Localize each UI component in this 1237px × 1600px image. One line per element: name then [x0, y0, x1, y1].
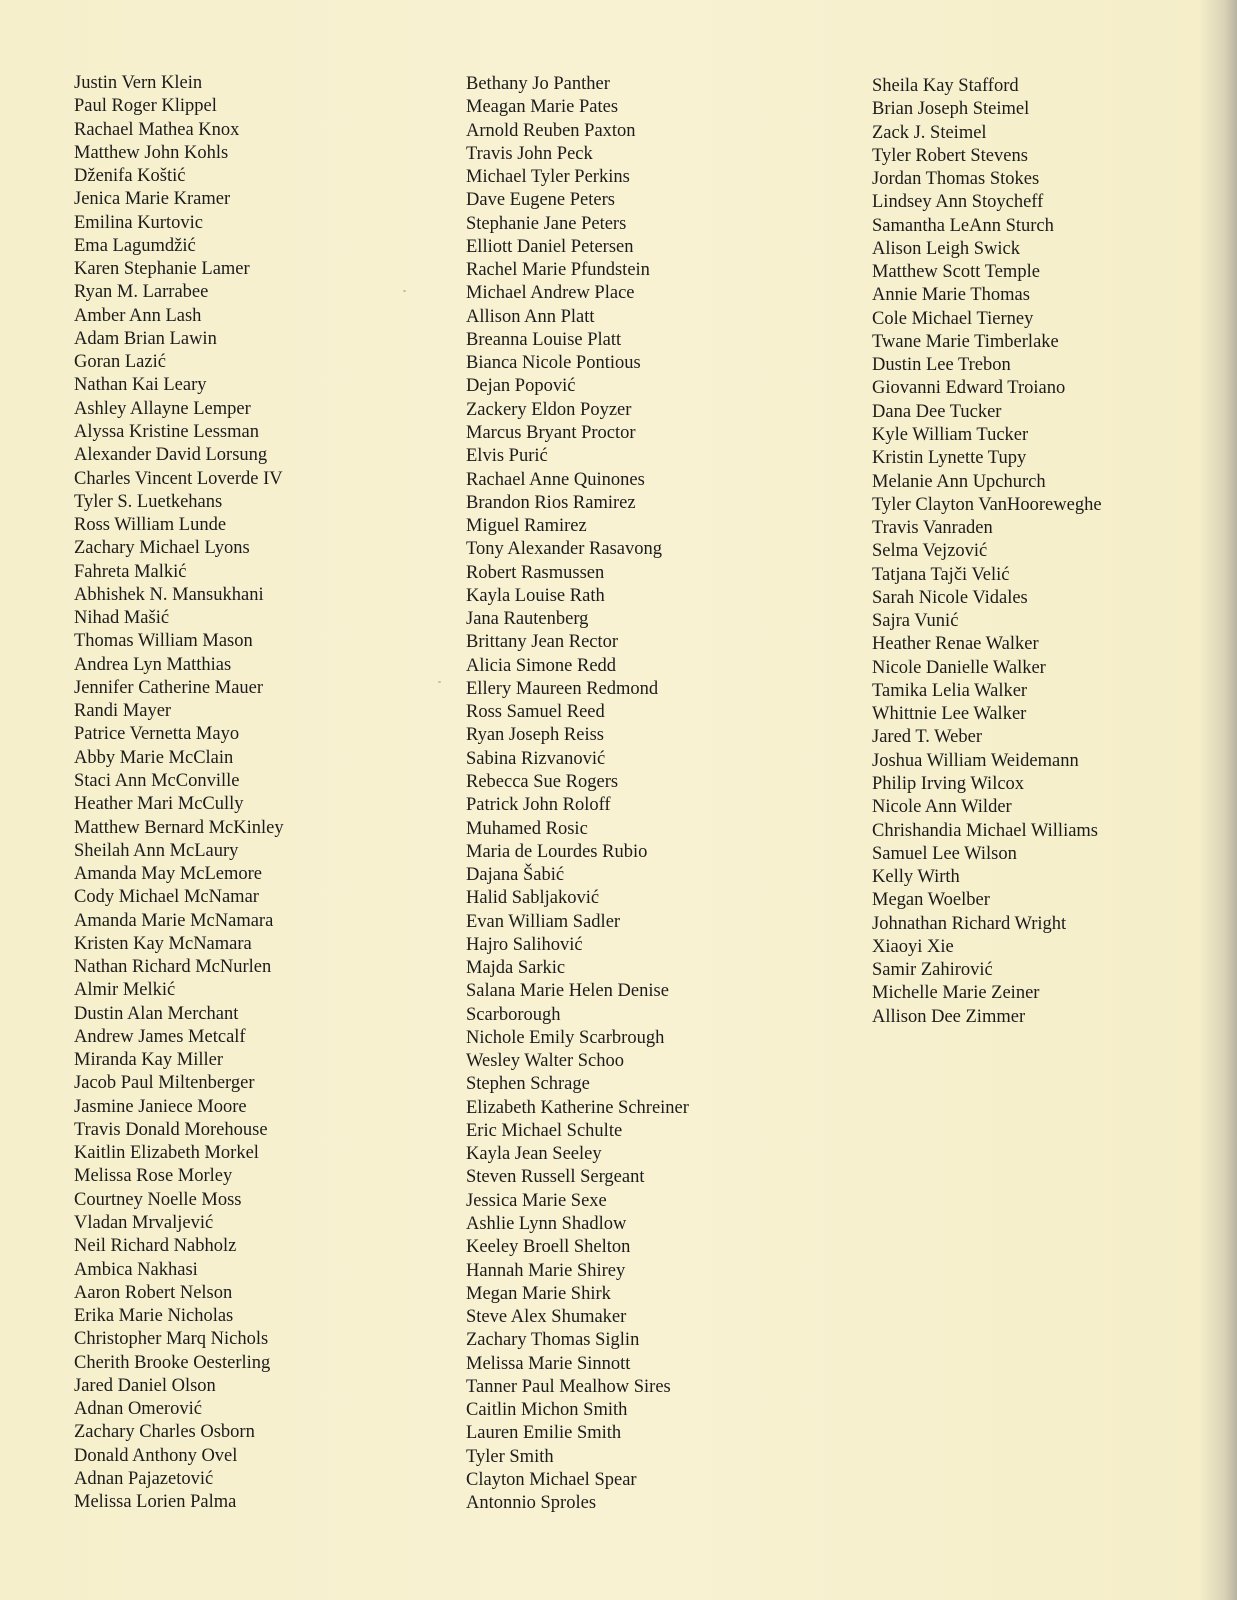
- graduate-name: Stephanie Jane Peters: [466, 213, 627, 234]
- graduate-name: Dejan Popović: [466, 376, 576, 397]
- graduate-name: Matthew Scott Temple: [872, 262, 1040, 283]
- graduate-name: Bianca Nicole Pontious: [466, 353, 641, 374]
- graduate-name: Aaron Robert Nelson: [74, 1282, 233, 1303]
- name-column-1: [74, 72, 284, 1514]
- graduate-name: Sheilah Ann McLaury: [74, 840, 239, 861]
- graduate-name: Ryan M. Larrabee: [74, 282, 209, 303]
- paper-speck: [403, 290, 406, 292]
- graduate-name: Jared T. Weber: [872, 727, 982, 748]
- graduate-name: Elvis Purić: [466, 446, 548, 467]
- graduate-name: Travis John Peck: [466, 143, 593, 164]
- graduate-name: Caitlin Michon Smith: [466, 1400, 628, 1421]
- graduate-name: Scarborough: [466, 1004, 561, 1025]
- graduate-name: Joshua William Weidemann: [872, 750, 1079, 771]
- graduate-name: Rachael Mathea Knox: [74, 119, 240, 140]
- graduate-name: Rachel Marie Pfundstein: [466, 260, 650, 281]
- graduate-name: Neil Richard Nabholz: [74, 1236, 237, 1257]
- graduate-name: Staci Ann McConville: [74, 770, 240, 791]
- graduate-name: Ambica Nakhasi: [74, 1259, 198, 1280]
- graduate-name: Jessica Marie Sexe: [466, 1190, 607, 1211]
- graduate-name: Megan Marie Shirk: [466, 1283, 611, 1304]
- graduate-name: Kyle William Tucker: [872, 424, 1029, 445]
- graduate-name: Justin Vern Klein: [74, 73, 203, 93]
- graduate-name: Dustin Lee Trebon: [872, 355, 1011, 376]
- graduate-name: Thomas William Mason: [74, 631, 253, 652]
- graduate-name: Xiaoyi Xie: [872, 936, 954, 957]
- graduate-name: Matthew John Kohls: [74, 142, 229, 163]
- graduate-name: Michelle Marie Zeiner: [872, 983, 1040, 1004]
- graduate-name: Nicole Danielle Walker: [872, 657, 1046, 678]
- graduate-name: Emilina Kurtovic: [74, 212, 203, 233]
- graduate-name: Evan William Sadler: [466, 911, 621, 932]
- graduate-name: Sajra Vunić: [872, 611, 959, 632]
- graduate-name: Tony Alexander Rasavong: [466, 539, 662, 560]
- graduate-name: Adam Brian Lawin: [74, 328, 217, 349]
- graduate-name: Tyler Clayton VanHooreweghe: [872, 494, 1102, 515]
- graduate-name: Abhishek N. Mansukhani: [74, 584, 264, 605]
- graduate-name: Randi Mayer: [74, 701, 172, 722]
- graduate-name: Samir Zahirović: [872, 960, 993, 981]
- graduate-name: Miranda Kay Miller: [74, 1050, 223, 1071]
- graduate-name: Elliott Daniel Petersen: [466, 236, 634, 257]
- graduate-name: Amanda May McLemore: [74, 864, 263, 885]
- graduate-name: Melissa Rose Morley: [74, 1166, 233, 1187]
- graduate-name: Amber Ann Lash: [74, 305, 202, 326]
- graduate-name: Patrick John Roloff: [466, 795, 611, 816]
- graduate-name: Giovanni Edward Troiano: [872, 378, 1066, 399]
- graduate-name: Paul Roger Klippel: [74, 96, 217, 117]
- graduate-name: Halid Sabljaković: [466, 888, 600, 909]
- graduate-name: Majda Sarkic: [466, 958, 566, 979]
- graduate-name: Adnan Pajazetović: [74, 1468, 214, 1489]
- graduate-name: Johnathan Richard Wright: [872, 913, 1067, 934]
- graduate-name: Tatjana Tajči Velić: [872, 564, 1010, 585]
- graduate-name: Donald Anthony Ovel: [74, 1445, 238, 1466]
- graduate-name: Cherith Brooke Oesterling: [74, 1352, 271, 1373]
- graduate-name: Sarah Nicole Vidales: [872, 587, 1028, 608]
- graduate-name: Selma Vejzović: [872, 541, 988, 562]
- graduate-name: Matthew Bernard McKinley: [74, 817, 284, 838]
- name-column-3: [872, 75, 1102, 1029]
- graduate-name: Dana Dee Tucker: [872, 401, 1002, 422]
- graduate-name: Alison Leigh Swick: [872, 238, 1020, 259]
- graduate-name: Jacob Paul Miltenberger: [74, 1073, 255, 1094]
- graduate-name: Travis Vanraden: [872, 518, 993, 539]
- graduate-name: Jana Rautenberg: [466, 609, 589, 630]
- graduate-name: Dženifa Koštić: [74, 166, 186, 187]
- graduate-name: Samuel Lee Wilson: [872, 843, 1017, 864]
- graduate-name: Alexander David Lorsung: [74, 445, 268, 466]
- graduate-name: Hannah Marie Shirey: [466, 1260, 626, 1281]
- graduate-name: Philip Irving Wilcox: [872, 773, 1025, 794]
- graduate-name: Salana Marie Helen Denise: [466, 981, 669, 1002]
- graduate-name: Antonnio Sproles: [466, 1493, 597, 1514]
- graduate-name: Ryan Joseph Reiss: [466, 725, 605, 746]
- graduate-name: Cole Michael Tierney: [872, 308, 1034, 329]
- graduate-name: Maria de Lourdes Rubio: [466, 841, 648, 862]
- graduate-name: Cody Michael McNamar: [74, 887, 259, 908]
- graduate-name: Kayla Louise Rath: [466, 585, 605, 606]
- graduate-name: Ema Lagumdžić: [74, 235, 196, 256]
- graduate-name: Melissa Marie Sinnott: [466, 1353, 631, 1374]
- graduate-name: Erika Marie Nicholas: [74, 1306, 234, 1327]
- graduate-name: Goran Lazić: [74, 352, 166, 373]
- name-column-2: [466, 73, 689, 1515]
- graduate-name: Muhamed Rosic: [466, 818, 588, 839]
- graduate-name: Ashley Allayne Lemper: [74, 398, 251, 419]
- graduate-name: Lauren Emilie Smith: [466, 1423, 622, 1444]
- graduate-name: Twane Marie Timberlake: [872, 331, 1059, 352]
- graduate-name: Allison Ann Platt: [466, 306, 595, 327]
- graduate-name: Meagan Marie Pates: [466, 97, 619, 118]
- graduate-name: Breanna Louise Platt: [466, 329, 622, 350]
- graduate-name: Alyssa Kristine Lessman: [74, 421, 259, 442]
- graduate-name: Miguel Ramirez: [466, 516, 587, 537]
- graduate-name: Bethany Jo Panther: [466, 74, 610, 94]
- graduate-name: Whittnie Lee Walker: [872, 704, 1027, 725]
- graduate-name: Michael Andrew Place: [466, 283, 635, 304]
- graduate-name: Zack J. Steimel: [872, 122, 987, 143]
- graduate-name: Zachary Michael Lyons: [74, 538, 250, 559]
- graduate-name: Dajana Šabić: [466, 865, 565, 886]
- graduate-name: Nathan Richard McNurlen: [74, 957, 272, 978]
- graduate-name: Megan Woelber: [872, 890, 990, 911]
- graduate-name: Zackery Eldon Poyzer: [466, 399, 632, 420]
- graduate-name: Nichole Emily Scarbrough: [466, 1027, 665, 1048]
- graduate-name: Sheila Kay Stafford: [872, 76, 1019, 96]
- graduate-name: Marcus Bryant Proctor: [466, 422, 636, 443]
- graduate-name: Sabina Rizvanović: [466, 748, 606, 769]
- graduate-name: Allison Dee Zimmer: [872, 1006, 1026, 1027]
- graduate-name: Almir Melkić: [74, 980, 176, 1001]
- graduate-name: Melissa Lorien Palma: [74, 1492, 237, 1513]
- graduate-name: Abby Marie McClain: [74, 747, 234, 768]
- graduate-name: Fahreta Malkić: [74, 561, 187, 582]
- graduate-name: Zachary Thomas Siglin: [466, 1330, 640, 1351]
- graduate-name: Vladan Mrvaljević: [74, 1213, 214, 1234]
- graduate-name: Christopher Marq Nichols: [74, 1329, 269, 1350]
- graduate-name: Heather Renae Walker: [872, 634, 1039, 655]
- graduate-name: Eric Michael Schulte: [466, 1120, 623, 1141]
- graduate-name: Tyler S. Luetkehans: [74, 491, 223, 512]
- graduate-name: Arnold Reuben Paxton: [466, 120, 636, 141]
- graduate-name: Kristin Lynette Tupy: [872, 448, 1027, 469]
- graduate-name: Chrishandia Michael Williams: [872, 820, 1099, 841]
- graduate-name: Steve Alex Shumaker: [466, 1307, 627, 1328]
- graduate-name: Clayton Michael Spear: [466, 1469, 637, 1490]
- graduate-name: Kelly Wirth: [872, 867, 960, 888]
- graduate-name: Ellery Maureen Redmond: [466, 678, 659, 699]
- graduate-name: Brandon Rios Ramirez: [466, 492, 636, 513]
- graduate-name: Kaitlin Elizabeth Morkel: [74, 1143, 259, 1164]
- graduate-name: Melanie Ann Upchurch: [872, 471, 1046, 492]
- graduate-name: Amanda Marie McNamara: [74, 910, 274, 931]
- graduate-name: Nihad Mašić: [74, 608, 170, 629]
- graduate-name: Patrice Vernetta Mayo: [74, 724, 240, 745]
- graduate-name: Elizabeth Katherine Schreiner: [466, 1097, 689, 1118]
- graduate-name: Charles Vincent Loverde IV: [74, 468, 283, 489]
- graduate-name: Rachael Anne Quinones: [466, 469, 645, 490]
- graduate-name: Karen Stephanie Lamer: [74, 259, 250, 280]
- graduate-name: Annie Marie Thomas: [872, 285, 1030, 306]
- graduate-name: Ashlie Lynn Shadlow: [466, 1214, 627, 1235]
- graduate-name: Ross William Lunde: [74, 515, 227, 536]
- graduate-name: Jasmine Janiece Moore: [74, 1096, 247, 1117]
- graduate-name: Ross Samuel Reed: [466, 702, 605, 723]
- graduate-name: Samantha LeAnn Sturch: [872, 215, 1054, 236]
- paper-speck: [438, 681, 441, 683]
- graduate-name: Dave Eugene Peters: [466, 190, 615, 211]
- graduate-name: Travis Donald Morehouse: [74, 1119, 268, 1140]
- graduate-name: Tyler Smith: [466, 1446, 554, 1467]
- graduate-name: Andrea Lyn Matthias: [74, 654, 232, 675]
- graduate-name: Heather Mari McCully: [74, 794, 244, 815]
- graduate-name: Tanner Paul Mealhow Sires: [466, 1376, 671, 1397]
- graduate-name: Brittany Jean Rector: [466, 632, 619, 653]
- graduate-name: Michael Tyler Perkins: [466, 167, 630, 188]
- graduate-name: Alicia Simone Redd: [466, 655, 617, 676]
- graduate-name: Andrew James Metcalf: [74, 1026, 246, 1047]
- graduate-name: Brian Joseph Steimel: [872, 99, 1030, 120]
- graduate-name: Jared Daniel Olson: [74, 1375, 216, 1396]
- graduate-name: Zachary Charles Osborn: [74, 1422, 255, 1443]
- graduate-name: Jennifer Catherine Mauer: [74, 677, 264, 698]
- graduate-name: Tamika Lelia Walker: [872, 680, 1028, 701]
- graduate-name: Hajro Salihović: [466, 934, 583, 955]
- graduate-name: Tyler Robert Stevens: [872, 145, 1028, 166]
- graduate-name: Adnan Omerović: [74, 1399, 202, 1420]
- graduate-name: Kayla Jean Seeley: [466, 1144, 602, 1165]
- graduate-name: Lindsey Ann Stoycheff: [872, 192, 1044, 213]
- graduate-name: Nathan Kai Leary: [74, 375, 207, 396]
- graduate-name: Rebecca Sue Rogers: [466, 771, 619, 792]
- graduate-name: Keeley Broell Shelton: [466, 1237, 631, 1258]
- graduate-name: Steven Russell Sergeant: [466, 1167, 645, 1188]
- graduate-name: Wesley Walter Schoo: [466, 1051, 624, 1072]
- graduate-name: Stephen Schrage: [466, 1074, 590, 1095]
- graduate-name: Kristen Kay McNamara: [74, 933, 252, 954]
- graduate-name: Jenica Marie Kramer: [74, 189, 231, 210]
- graduate-name: Jordan Thomas Stokes: [872, 169, 1040, 190]
- graduate-name: Nicole Ann Wilder: [872, 797, 1012, 818]
- graduate-name: Robert Rasmussen: [466, 562, 605, 583]
- graduate-name: Courtney Noelle Moss: [74, 1189, 242, 1210]
- graduate-name: Dustin Alan Merchant: [74, 1003, 239, 1024]
